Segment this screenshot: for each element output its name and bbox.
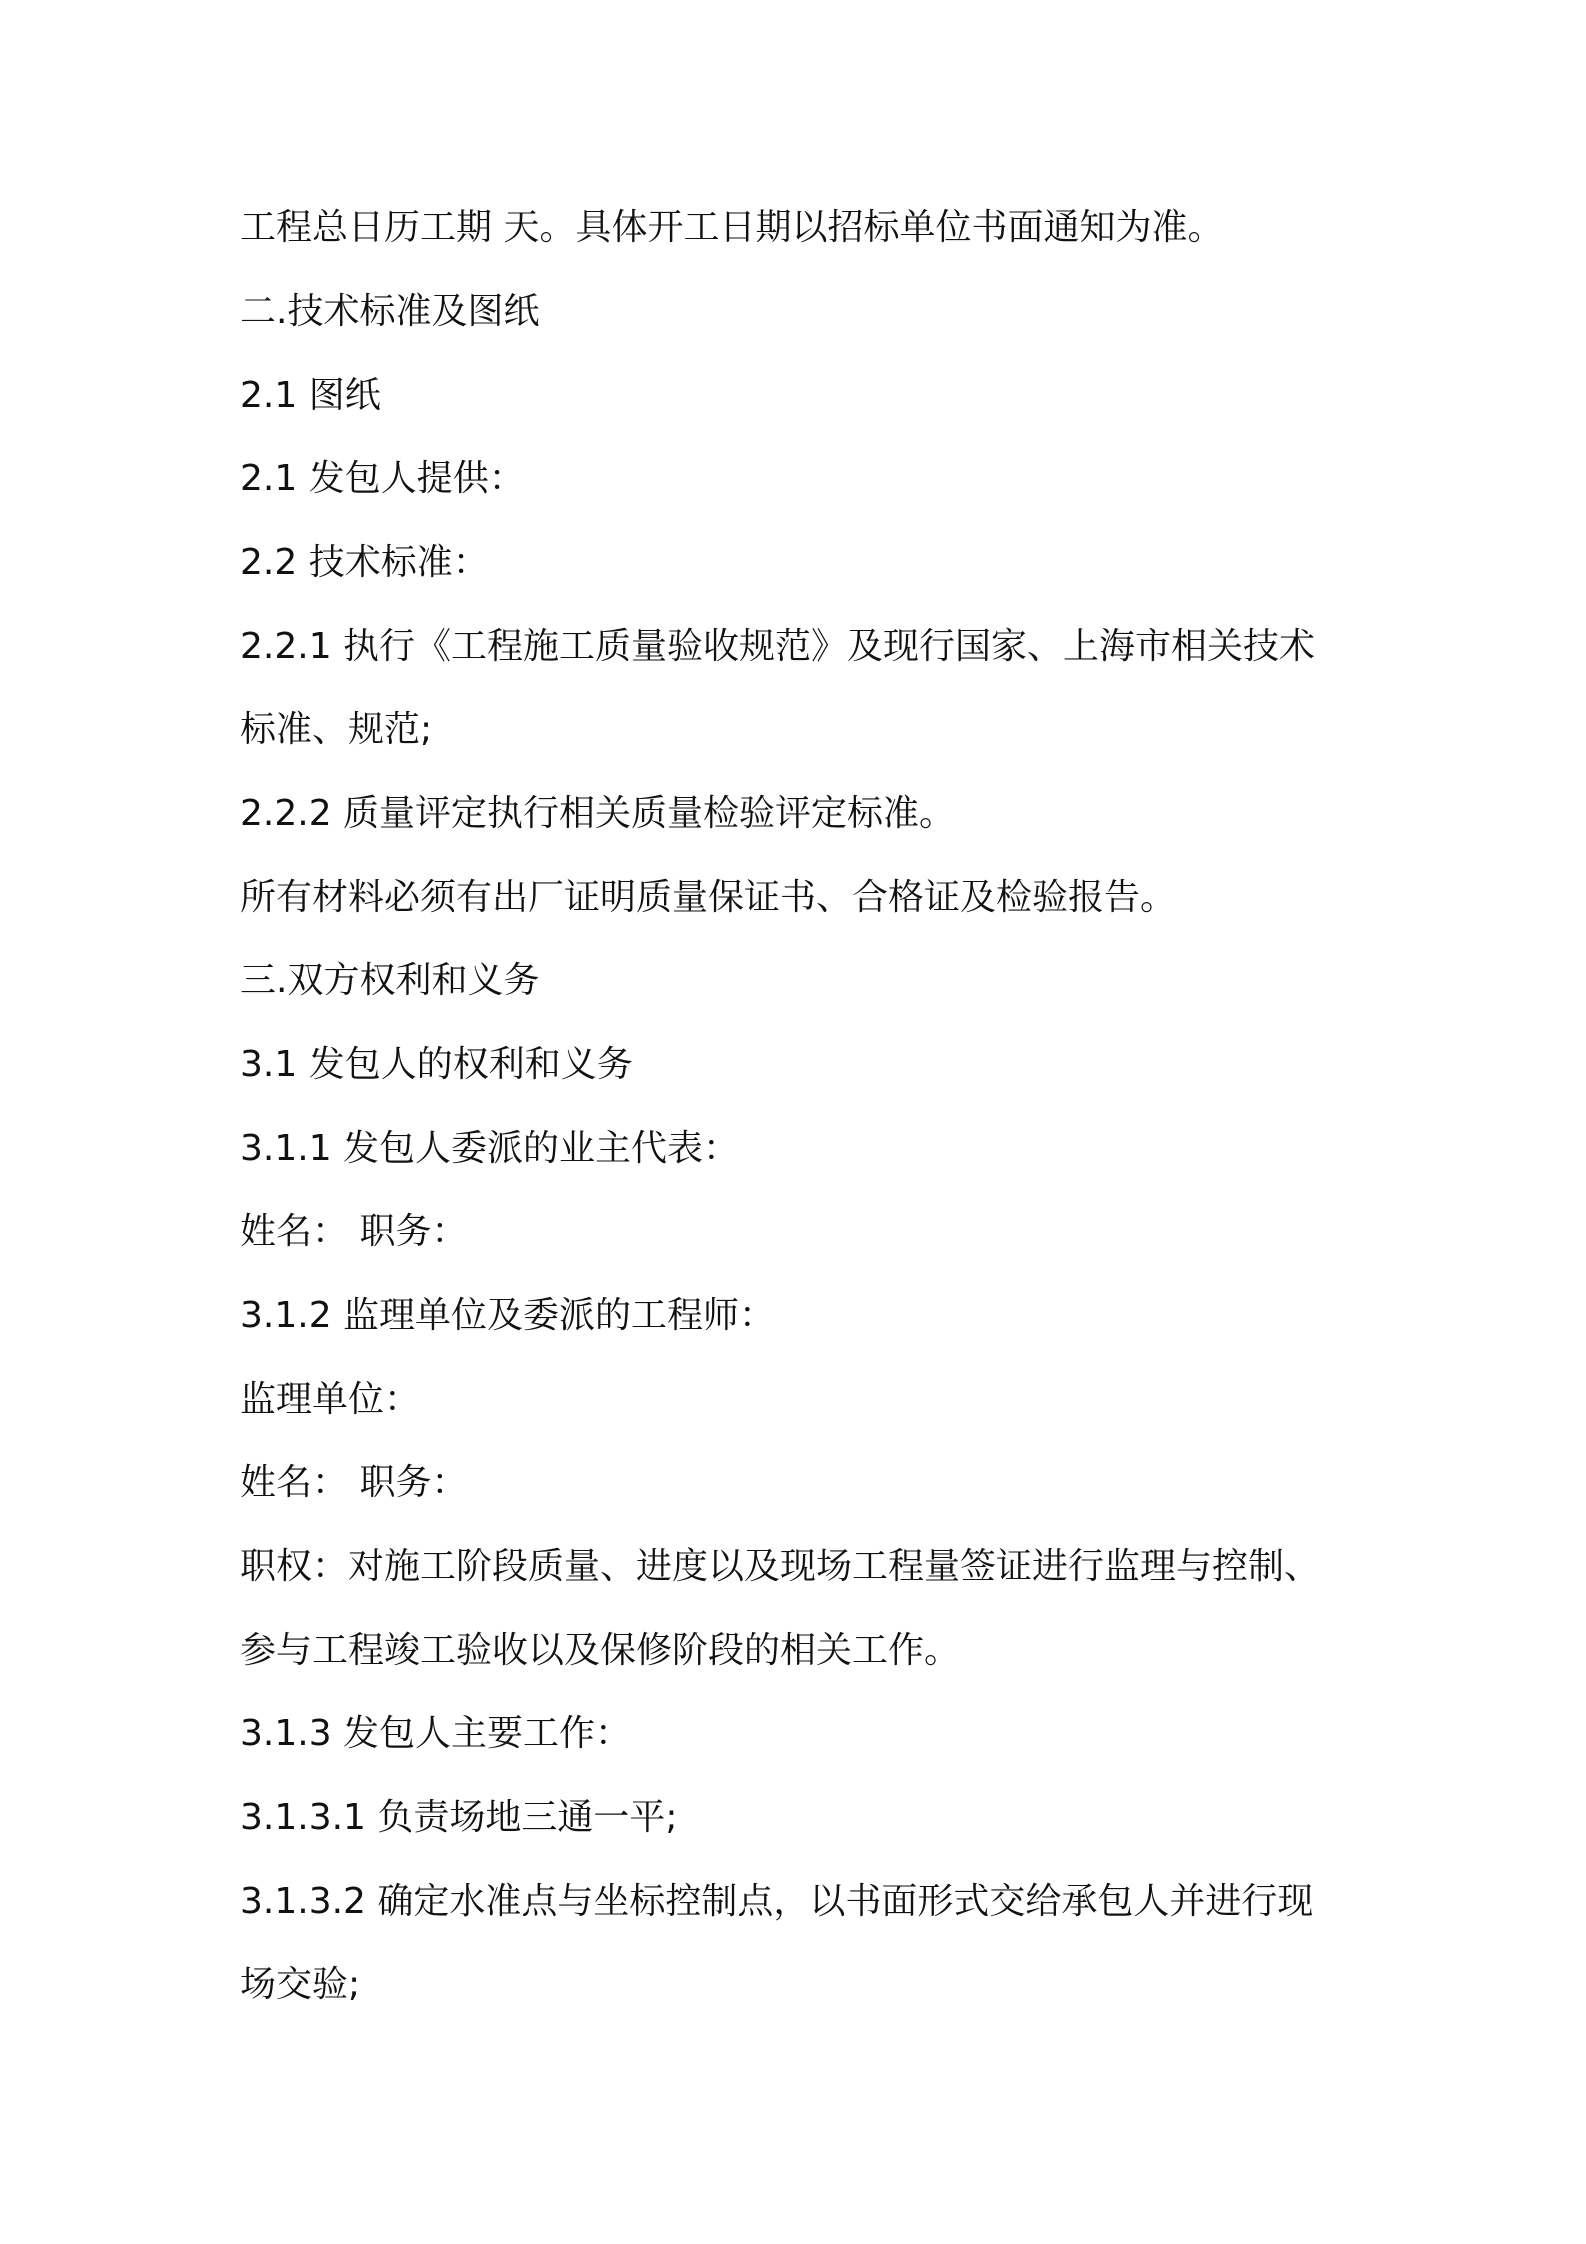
text-line: 监理单位： (240, 1379, 421, 1420)
section-heading: 三.双方权利和义务 (240, 960, 540, 1001)
text-line: 2.1 图纸 (240, 375, 381, 416)
text-line: 工程总日历工期 天。具体开工日期以招标单位书面通知为准。 (240, 207, 1224, 248)
text-line: 姓名： 职务： (240, 1211, 468, 1252)
text-line: 3.1.3.1 负责场地三通一平; (240, 1797, 678, 1838)
text-line: 3.1.2 监理单位及委派的工程师： (240, 1295, 776, 1336)
text-line: 3.1.1 发包人委派的业主代表： (240, 1128, 740, 1169)
text-line: 姓名： 职务： (240, 1462, 468, 1503)
text-line: 所有材料必须有出厂证明质量保证书、合格证及检验报告。 (240, 877, 1177, 918)
text-line: 2.2.1 执行《工程施工质量验收规范》及现行国家、上海市相关技术 (240, 626, 1316, 667)
text-line: 3.1 发包人的权利和义务 (240, 1044, 633, 1085)
text-line: 参与工程竣工验收以及保修阶段的相关工作。 (240, 1630, 961, 1671)
text-line: 2.2.2 质量评定执行相关质量检验评定标准。 (240, 793, 956, 834)
text-line: 3.1.3.2 确定水准点与坐标控制点，以书面形式交给承包人并进行现 (240, 1881, 1314, 1922)
text-line: 场交验; (240, 1964, 361, 2005)
section-heading: 二.技术标准及图纸 (240, 291, 540, 332)
text-line: 标准、规范; (240, 709, 433, 750)
text-line: 职权：对施工阶段质量、进度以及现场工程量签证进行监理与控制、 (240, 1546, 1321, 1587)
text-line: 3.1.3 发包人主要工作： (240, 1713, 632, 1754)
text-line: 2.2 技术标准： (240, 542, 489, 583)
text-line: 2.1 发包人提供： (240, 458, 525, 499)
